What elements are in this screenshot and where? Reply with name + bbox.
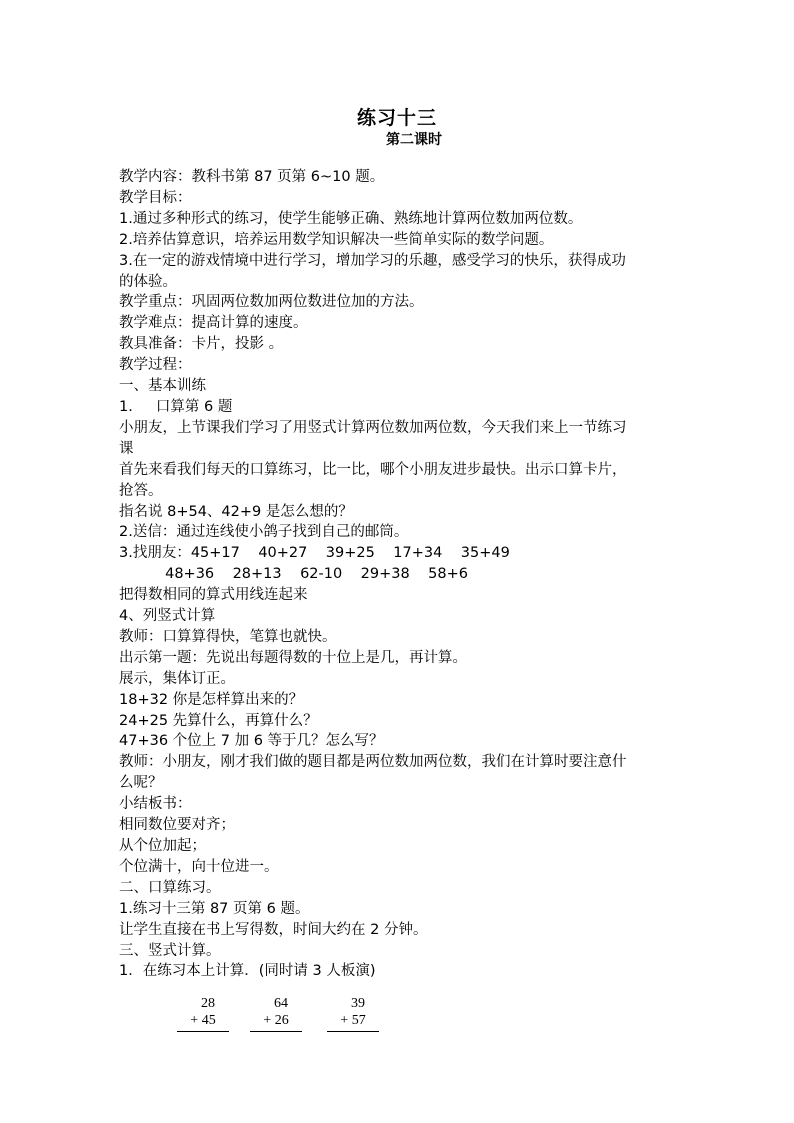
text-line: 教师：小朋友，刚才我们做的题目都是两位数加两位数，我们在计算时要注意什	[119, 754, 627, 771]
text-line: 指名说 8+54、42+9 是怎么想的？	[119, 503, 353, 520]
text-line: 1．在练习本上计算．(同时请 3 人板演)	[119, 963, 376, 980]
text-line: 小朋友，上节课我们学习了用竖式计算两位数加两位数，今天我们来上一节练习	[119, 419, 627, 436]
addend-top: 28	[201, 996, 215, 1011]
text-line: 二、口算练习。	[119, 879, 221, 896]
text-line: 小结板书：	[119, 796, 192, 813]
text-line: 1.练习十三第 87 页第 6 题。	[119, 900, 310, 917]
lesson-body	[119, 167, 689, 982]
text-line: 抢答。	[119, 482, 163, 499]
vertical-sum	[250, 995, 302, 1032]
vertical-sum	[177, 995, 229, 1032]
text-line: 47+36 个位上 7 加 6 等于几？怎么写？	[119, 733, 384, 750]
text-line: 个位满十，向十位进一。	[119, 858, 279, 875]
addend-bottom: + 45	[177, 1012, 229, 1032]
addend-bottom: + 57	[327, 1012, 379, 1032]
text-line: 的体验。	[119, 273, 177, 290]
page-title: 练习十三	[356, 107, 437, 129]
addend-bottom: + 26	[250, 1012, 302, 1032]
text-line: 教具准备：卡片，投影 。	[119, 336, 284, 353]
text-line: 3.在一定的游戏情境中进行学习，增加学习的乐趣，感受学习的快乐，获得成功	[119, 252, 626, 269]
text-line: 48+36 28+13 62-10 29+38 58+6	[119, 566, 468, 583]
text-line: 教学过程：	[119, 357, 192, 374]
text-line: 把得数相同的算式用线连起来	[119, 587, 308, 604]
text-line: 4、列竖式计算	[119, 608, 216, 625]
addend-top: 64	[274, 996, 288, 1011]
text-line: 课	[119, 440, 134, 457]
text-line: 18+32 你是怎样算出来的？	[119, 691, 304, 708]
text-line: 教学重点：巩固两位数加两位数进位加的方法。	[119, 294, 424, 311]
text-line: 三、竖式计算。	[119, 942, 221, 959]
text-line: 24+25 先算什么，再算什么？	[119, 712, 318, 729]
text-line: 教学内容：教科书第 87 页第 6~10 题。	[119, 169, 385, 185]
text-line: 3.找朋友：45+17 40+27 39+25 17+34 35+49	[119, 545, 510, 562]
text-line: 教师：口算算得快，笔算也就快。	[119, 628, 337, 645]
text-line: 相同数位要对齐；	[119, 817, 235, 834]
text-line: 2.送信：通过连线使小鸽子找到自己的邮筒。	[119, 524, 409, 541]
text-line: 让学生直接在书上写得数，时间大约在 2 分钟。	[119, 921, 428, 938]
text-line: 展示，集体订正。	[119, 670, 235, 687]
text-line: 么呢？	[119, 775, 163, 792]
page-subtitle: 第二课时	[386, 132, 442, 148]
text-line: 出示第一题：先说出每题得数的十位上是几，再计算。	[119, 649, 467, 666]
vertical-sum	[327, 995, 379, 1032]
text-line: 教学难点：提高计算的速度。	[119, 315, 308, 332]
text-line: 首先来看我们每天的口算练习，比一比，哪个小朋友进步最快。出示口算卡片，	[119, 461, 627, 478]
text-line: 2.培养估算意识，培养运用数学知识解决一些简单实际的数学问题。	[119, 231, 554, 248]
text-line: 从个位加起；	[119, 838, 206, 854]
addend-top: 39	[351, 996, 365, 1011]
text-line: 1. 口算第 6 题	[119, 398, 233, 415]
text-line: 教学目标：	[119, 189, 192, 206]
text-line: 一、基本训练	[119, 378, 206, 395]
text-line: 1.通过多种形式的练习，使学生能够正确、熟练地计算两位数加两位数。	[119, 210, 583, 227]
